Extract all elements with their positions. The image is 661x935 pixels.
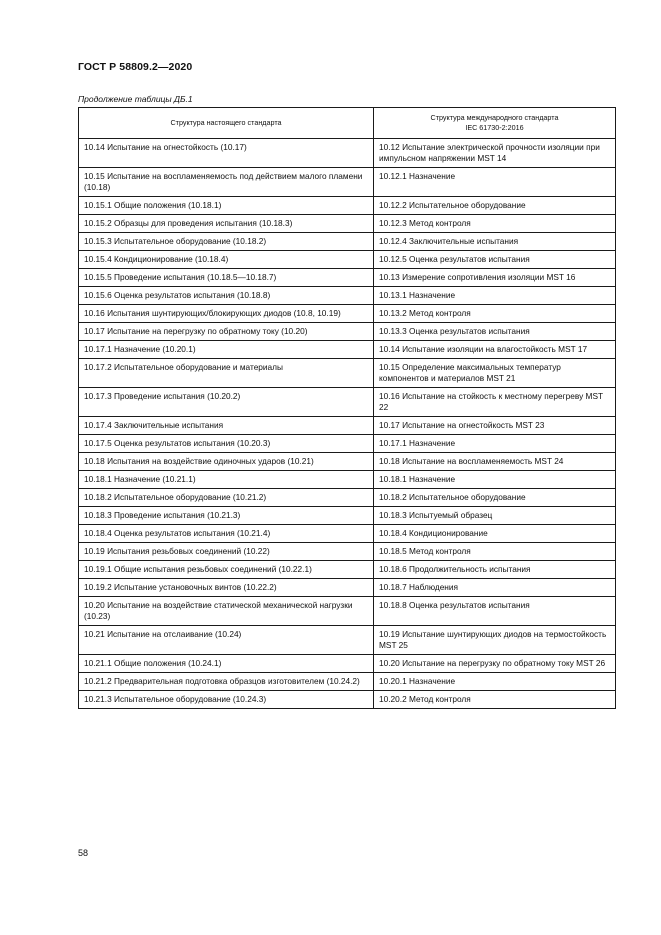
national-section-cell: 10.19 Испытания резьбовых соединений (10.22) <box>79 543 374 561</box>
national-section-cell: 10.20 Испытание на воздействие статической механической нагрузки (10.23) <box>79 597 374 626</box>
national-section-cell: 10.18 Испытания на воздействие одиночных ударов (10.21) <box>79 453 374 471</box>
table-row <box>79 543 616 561</box>
national-section-cell: 10.15.6 Оценка результатов испытания (10.18.8) <box>79 287 374 305</box>
table-header-row <box>79 108 616 139</box>
international-section-cell: 10.13 Измерение сопротивления изоляции MST 16 <box>374 269 616 287</box>
national-section-cell: 10.15.2 Образцы для проведения испытания (10.18.3) <box>79 215 374 233</box>
international-section-cell: 10.12.4 Заключительные испытания <box>374 233 616 251</box>
international-section-cell: 10.18.2 Испытательное оборудование <box>374 489 616 507</box>
table-row <box>79 139 616 168</box>
national-section-cell: 10.21 Испытание на отслаивание (10.24) <box>79 626 374 655</box>
national-section-cell: 10.14 Испытание на огнестойкость (10.17) <box>79 139 374 168</box>
table-row <box>79 215 616 233</box>
national-section-cell: 10.15 Испытание на воспламеняемость под действием малого пламени (10.18) <box>79 168 374 197</box>
table-row <box>79 561 616 579</box>
table-row <box>79 269 616 287</box>
international-section-cell: 10.18.5 Метод контроля <box>374 543 616 561</box>
international-section-cell: 10.18.3 Испытуемый образец <box>374 507 616 525</box>
table-row <box>79 673 616 691</box>
national-section-cell: 10.18.2 Испытательное оборудование (10.21.2) <box>79 489 374 507</box>
international-section-cell: 10.20.2 Метод контроля <box>374 691 616 709</box>
international-section-cell: 10.17 Испытание на огнестойкость MST 23 <box>374 417 616 435</box>
table-caption: Продолжение таблицы ДБ.1 <box>78 94 193 104</box>
page-number: 58 <box>78 848 89 858</box>
table-row <box>79 579 616 597</box>
national-section-cell: 10.21.1 Общие положения (10.24.1) <box>79 655 374 673</box>
table-row <box>79 251 616 269</box>
international-section-cell: 10.13.3 Оценка результатов испытания <box>374 323 616 341</box>
table-row <box>79 471 616 489</box>
table-row <box>79 388 616 417</box>
national-section-cell: 10.21.3 Испытательное оборудование (10.24.3) <box>79 691 374 709</box>
international-section-cell: 10.18.6 Продолжительность испытания <box>374 561 616 579</box>
table-row <box>79 507 616 525</box>
column-header-national: Структура настоящего стандарта <box>79 108 374 139</box>
document-header: ГОСТ Р 58809.2—2020 <box>78 61 193 73</box>
national-section-cell: 10.17.3 Проведение испытания (10.20.2) <box>79 388 374 417</box>
column-header-international-line1: Структура международного стандарта <box>430 113 559 122</box>
international-section-cell: 10.13.1 Назначение <box>374 287 616 305</box>
table-row <box>79 435 616 453</box>
national-section-cell: 10.15.4 Кондиционирование (10.18.4) <box>79 251 374 269</box>
international-section-cell: 10.13.2 Метод контроля <box>374 305 616 323</box>
table-row <box>79 655 616 673</box>
table-row <box>79 305 616 323</box>
national-section-cell: 10.15.5 Проведение испытания (10.18.5—10.18.7) <box>79 269 374 287</box>
table-row <box>79 489 616 507</box>
international-section-cell: 10.12.3 Метод контроля <box>374 215 616 233</box>
international-section-cell: 10.12 Испытание электрической прочности изоляции при импульсном напряжении MST 14 <box>374 139 616 168</box>
table-row <box>79 626 616 655</box>
table-row <box>79 417 616 435</box>
table-row <box>79 359 616 388</box>
correspondence-table <box>78 107 616 709</box>
table-row <box>79 341 616 359</box>
national-section-cell: 10.18.3 Проведение испытания (10.21.3) <box>79 507 374 525</box>
national-section-cell: 10.16 Испытания шунтирующих/блокирующих диодов (10.8, 10.19) <box>79 305 374 323</box>
national-section-cell: 10.17.2 Испытательное оборудование и материалы <box>79 359 374 388</box>
international-section-cell: 10.17.1 Назначение <box>374 435 616 453</box>
table-row <box>79 197 616 215</box>
international-section-cell: 10.12.5 Оценка результатов испытания <box>374 251 616 269</box>
national-section-cell: 10.15.1 Общие положения (10.18.1) <box>79 197 374 215</box>
national-section-cell: 10.21.2 Предварительная подготовка образцов изготовителем (10.24.2) <box>79 673 374 691</box>
international-section-cell: 10.20.1 Назначение <box>374 673 616 691</box>
international-section-cell: 10.18 Испытание на воспламеняемость MST 24 <box>374 453 616 471</box>
international-section-cell: 10.14 Испытание изоляции на влагостойкость MST 17 <box>374 341 616 359</box>
table-row <box>79 287 616 305</box>
national-section-cell: 10.18.1 Назначение (10.21.1) <box>79 471 374 489</box>
international-section-cell: 10.16 Испытание на стойкость к местному перегреву MST 22 <box>374 388 616 417</box>
table-row <box>79 233 616 251</box>
national-section-cell: 10.19.2 Испытание установочных винтов (10.22.2) <box>79 579 374 597</box>
international-section-cell: 10.18.7 Наблюдения <box>374 579 616 597</box>
international-section-cell: 10.12.1 Назначение <box>374 168 616 197</box>
column-header-international-line2: IEC 61730-2:2016 <box>465 122 524 132</box>
table-row <box>79 691 616 709</box>
international-section-cell: 10.12.2 Испытательное оборудование <box>374 197 616 215</box>
national-section-cell: 10.17.1 Назначение (10.20.1) <box>79 341 374 359</box>
international-section-cell: 10.20 Испытание на перегрузку по обратному току MST 26 <box>374 655 616 673</box>
table-row <box>79 323 616 341</box>
column-header-international <box>374 108 616 139</box>
table-row <box>79 525 616 543</box>
table-row <box>79 168 616 197</box>
international-section-cell: 10.19 Испытание шунтирующих диодов на термостойкость MST 25 <box>374 626 616 655</box>
national-section-cell: 10.15.3 Испытательное оборудование (10.18.2) <box>79 233 374 251</box>
national-section-cell: 10.18.4 Оценка результатов испытания (10.21.4) <box>79 525 374 543</box>
international-section-cell: 10.18.8 Оценка результатов испытания <box>374 597 616 626</box>
table-row <box>79 597 616 626</box>
national-section-cell: 10.17.4 Заключительные испытания <box>79 417 374 435</box>
international-section-cell: 10.15 Определение максимальных температур компонентов и материалов MST 21 <box>374 359 616 388</box>
national-section-cell: 10.17 Испытание на перегрузку по обратному току (10.20) <box>79 323 374 341</box>
international-section-cell: 10.18.4 Кондиционирование <box>374 525 616 543</box>
table-row <box>79 453 616 471</box>
national-section-cell: 10.17.5 Оценка результатов испытания (10.20.3) <box>79 435 374 453</box>
national-section-cell: 10.19.1 Общие испытания резьбовых соединений (10.22.1) <box>79 561 374 579</box>
international-section-cell: 10.18.1 Назначение <box>374 471 616 489</box>
